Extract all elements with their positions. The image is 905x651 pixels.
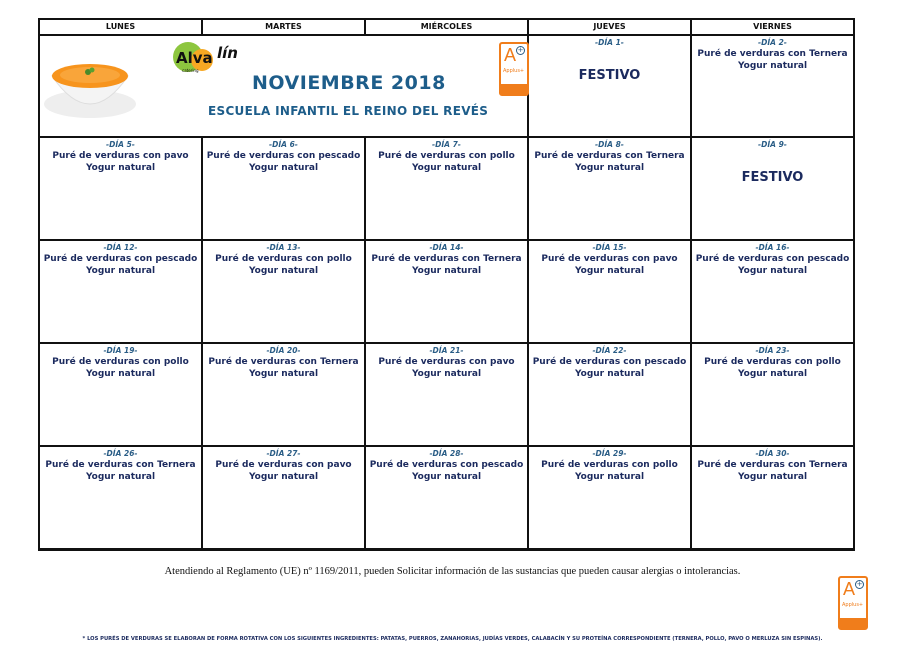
- day-cell: -DÍA 19- Puré de verduras con pollo Yogur natural: [39, 343, 202, 446]
- school-name: ESCUELA INFANTIL EL REINO DEL REVÉS: [208, 104, 489, 118]
- day-cell: -DÍA 21- Puré de verduras con pavo Yogur natural: [365, 343, 528, 446]
- allergen-notice: Atendiendo al Reglamento (UE) nº 1169/2011, pueden Solicitar información de las sustancias que pueden causar alergias o intolerancias.: [164, 566, 741, 577]
- page-title: NOVIEMBRE 2018: [252, 72, 446, 94]
- applus-a-icon: A: [843, 579, 856, 599]
- day-cell: -DÍA 13- Puré de verduras con pollo Yogur natural: [202, 240, 365, 343]
- applus-a-icon: A: [504, 45, 517, 65]
- day-cell: -DÍA 14- Puré de verduras con Ternera Yogur natural: [365, 240, 528, 343]
- weekday-jueves: JUEVES: [528, 19, 691, 35]
- menu-banner: [39, 35, 528, 137]
- day-cell: -DÍA 28- Puré de verduras con pescado Yogur natural: [365, 446, 528, 550]
- applus-certification-badge-footer: A + Applus+: [838, 576, 868, 630]
- plus-circle-icon: +: [856, 580, 863, 588]
- svg-text:lín: lín: [217, 44, 238, 62]
- svg-text:catering: catering: [182, 68, 199, 73]
- day-cell: -DÍA 15- Puré de verduras con pavo Yogur natural: [528, 240, 691, 343]
- day-cell: -DÍA 1- FESTIVO: [528, 35, 691, 137]
- holiday-label: FESTIVO: [741, 170, 804, 185]
- day-cell: -DÍA 7- Puré de verduras con pollo Yogur natural: [365, 137, 528, 240]
- plus-circle-icon: +: [517, 46, 524, 54]
- weekday-martes: MARTES: [202, 19, 365, 35]
- day-cell: -DÍA 23- Puré de verduras con pollo Yogur natural: [691, 343, 854, 446]
- day-cell: -DÍA 30- Puré de verduras con Ternera Yogur natural: [691, 446, 854, 550]
- weekday-header-row: [39, 19, 854, 35]
- week-1-row: [39, 35, 854, 137]
- day-cell: -DÍA 2- Puré de verduras con Ternera Yogur natural: [691, 35, 854, 137]
- ingredients-footnote: * LOS PURÉS DE VERDURAS SE ELABORAN DE FORMA ROTATIVA CON LOS SIGUIENTES INGREDIENTES: PATATAS, PUERROS, ZANAHORIAS, JUDÍAS VERDES, CALABACÍN Y SU PROTEÍNA CORRESPONDIENTE (TERNERA, POLLO, PAVO O MERLUZA SIN ESPINAS).: [82, 636, 823, 642]
- week-2-row: [39, 137, 854, 240]
- weekday-lunes: LUNES: [39, 19, 202, 35]
- day-cell: -DÍA 29- Puré de verduras con pollo Yogur natural: [528, 446, 691, 550]
- day-cell: -DÍA 16- Puré de verduras con pescado Yogur natural: [691, 240, 854, 343]
- week-3-row: [39, 240, 854, 343]
- day-cell: -DÍA 5- Puré de verduras con pavo Yogur natural: [39, 137, 202, 240]
- weekday-miercoles: MIÉRCOLES: [365, 19, 528, 35]
- day-cell: -DÍA 9- FESTIVO: [691, 137, 854, 240]
- day-cell: -DÍA 26- Puré de verduras con Ternera Yogur natural: [39, 446, 202, 550]
- week-5-row: [39, 446, 854, 550]
- day-cell: -DÍA 8- Puré de verduras con Ternera Yogur natural: [528, 137, 691, 240]
- menu-calendar: [38, 18, 855, 551]
- holiday-label: FESTIVO: [578, 68, 641, 83]
- applus-certification-badge: A + Applus+: [499, 42, 529, 96]
- day-cell: -DÍA 6- Puré de verduras con pescado Yogur natural: [202, 137, 365, 240]
- weekday-viernes: VIERNES: [691, 19, 854, 35]
- soup-bowl-image: [42, 42, 138, 122]
- day-cell: -DÍA 27- Puré de verduras con pavo Yogur natural: [202, 446, 365, 550]
- day-cell: -DÍA 20- Puré de verduras con Ternera Yogur natural: [202, 343, 365, 446]
- week-4-row: [39, 343, 854, 446]
- alvalin-logo: [172, 36, 252, 76]
- day-cell: -DÍA 22- Puré de verduras con pescado Yogur natural: [528, 343, 691, 446]
- day-cell: -DÍA 12- Puré de verduras con pescado Yogur natural: [39, 240, 202, 343]
- svg-text:Alva: Alva: [176, 49, 213, 67]
